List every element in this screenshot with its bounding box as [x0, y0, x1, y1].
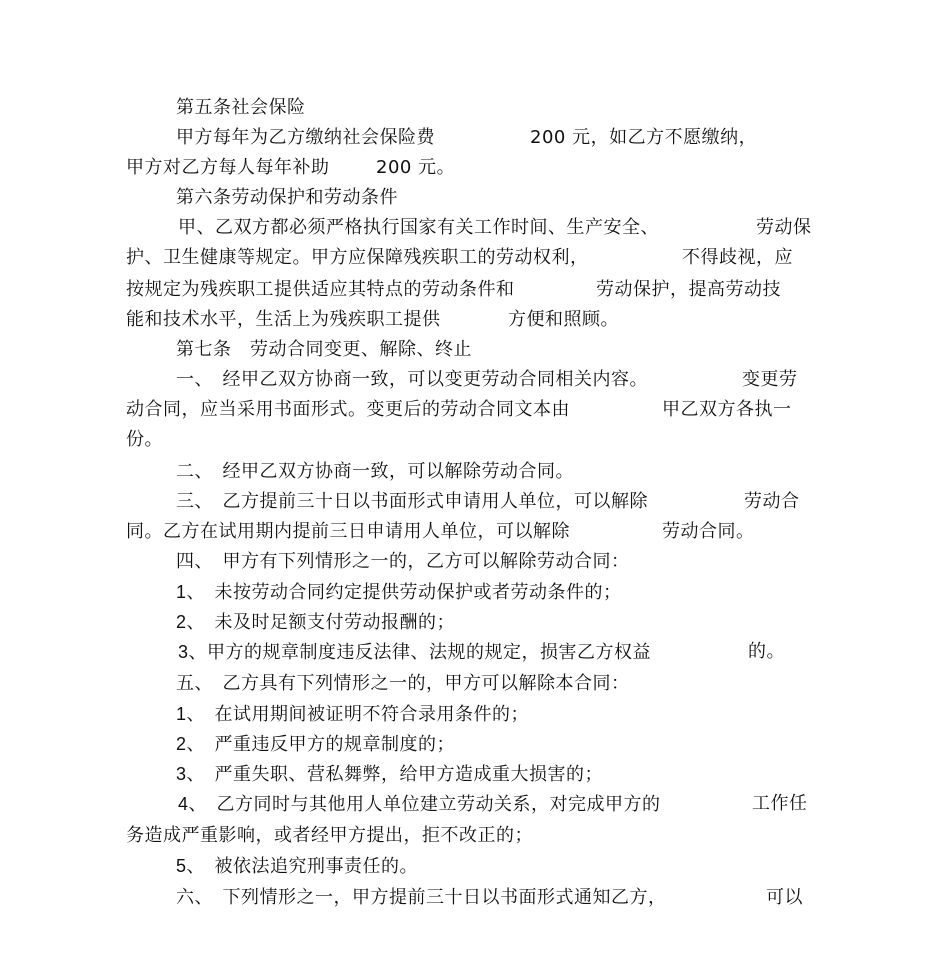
article-7-heading: 第七条 劳动合同变更、解除、终止	[176, 339, 472, 360]
text-line: 护、卫生健康等规定。甲方应保障残疾职工的劳动权利，	[126, 247, 589, 268]
article-5-heading: 第五条社会保险	[176, 97, 306, 118]
text-line: 同。乙方在试用期内提前三日申请用人单位，可以解除	[126, 521, 570, 542]
text-line: 变更劳	[742, 369, 798, 390]
text-line: 甲方对乙方每人每年补助	[126, 157, 330, 178]
text-line: 不得歧视，应	[682, 247, 793, 268]
text-line: 200 元，如乙方不愿缴纳，	[530, 127, 758, 148]
text-line: 甲方每年为乙方缴纳社会保险费	[176, 127, 435, 148]
text-line: 劳动保	[756, 217, 812, 238]
text-line: 份。	[126, 429, 163, 450]
text-line: 按规定为残疾职工提供适应其特点的劳动条件和	[126, 279, 515, 300]
text-line: 劳动合同。	[662, 521, 755, 542]
text-line: 一、 经甲乙双方协商一致，可以变更劳动合同相关内容。	[176, 369, 648, 390]
text-line: 200 元。	[376, 157, 456, 178]
list-item: 2、 未及时足额支付劳动报酬的；	[176, 612, 456, 632]
text-line: 四、 甲方有下列情形之一的，乙方可以解除劳动合同：	[176, 551, 630, 572]
list-item: 1、 在试用期间被证明不符合录用条件的；	[176, 704, 530, 724]
text-line: 务造成严重影响，或者经甲方提出，拒不改正的；	[126, 825, 533, 846]
text-line: 方便和照顾。	[508, 309, 619, 330]
text-line: 三、 乙方提前三十日以书面形式申请用人单位，可以解除	[176, 491, 648, 512]
text-line: 动合同，应当采用书面形式。变更后的劳动合同文本由	[126, 399, 570, 420]
text-line: 二、 经甲乙双方协商一致，可以解除劳动合同。	[176, 461, 574, 482]
text-line: 六、 下列情形之一，甲方提前三十日以书面形式通知乙方，	[176, 887, 667, 908]
list-item: 2、 严重违反甲方的规章制度的；	[176, 734, 456, 754]
text-line: 劳动保护，提高劳动技	[596, 279, 781, 300]
text-line: 能和技术水平，生活上为残疾职工提供	[126, 309, 441, 330]
text-line: 五、 乙方具有下列情形之一的，甲方可以解除本合同：	[176, 673, 630, 694]
text-line: 劳动合	[744, 491, 800, 512]
list-item: 5、 被依法追究刑事责任的。	[176, 856, 419, 876]
text-line: 的。	[748, 641, 785, 662]
list-item: 1、 未按劳动合同约定提供劳动保护或者劳动条件的；	[176, 582, 622, 602]
list-item: 3、甲方的规章制度违反法律、法规的规定，损害乙方权益	[178, 642, 652, 662]
text-line: 甲、乙双方都必须严格执行国家有关工作时间、生产安全、	[178, 217, 659, 238]
list-item: 3、 严重失职、营私舞弊，给甲方造成重大损害的；	[176, 764, 604, 784]
article-6-heading: 第六条劳动保护和劳动条件	[176, 187, 398, 208]
list-item: 4、 乙方同时与其他用人单位建立劳动关系，对完成甲方的	[178, 794, 661, 814]
text-line: 可以	[766, 887, 803, 908]
text-line: 甲乙双方各执一	[662, 399, 792, 420]
text-line: 工作任	[752, 793, 808, 814]
